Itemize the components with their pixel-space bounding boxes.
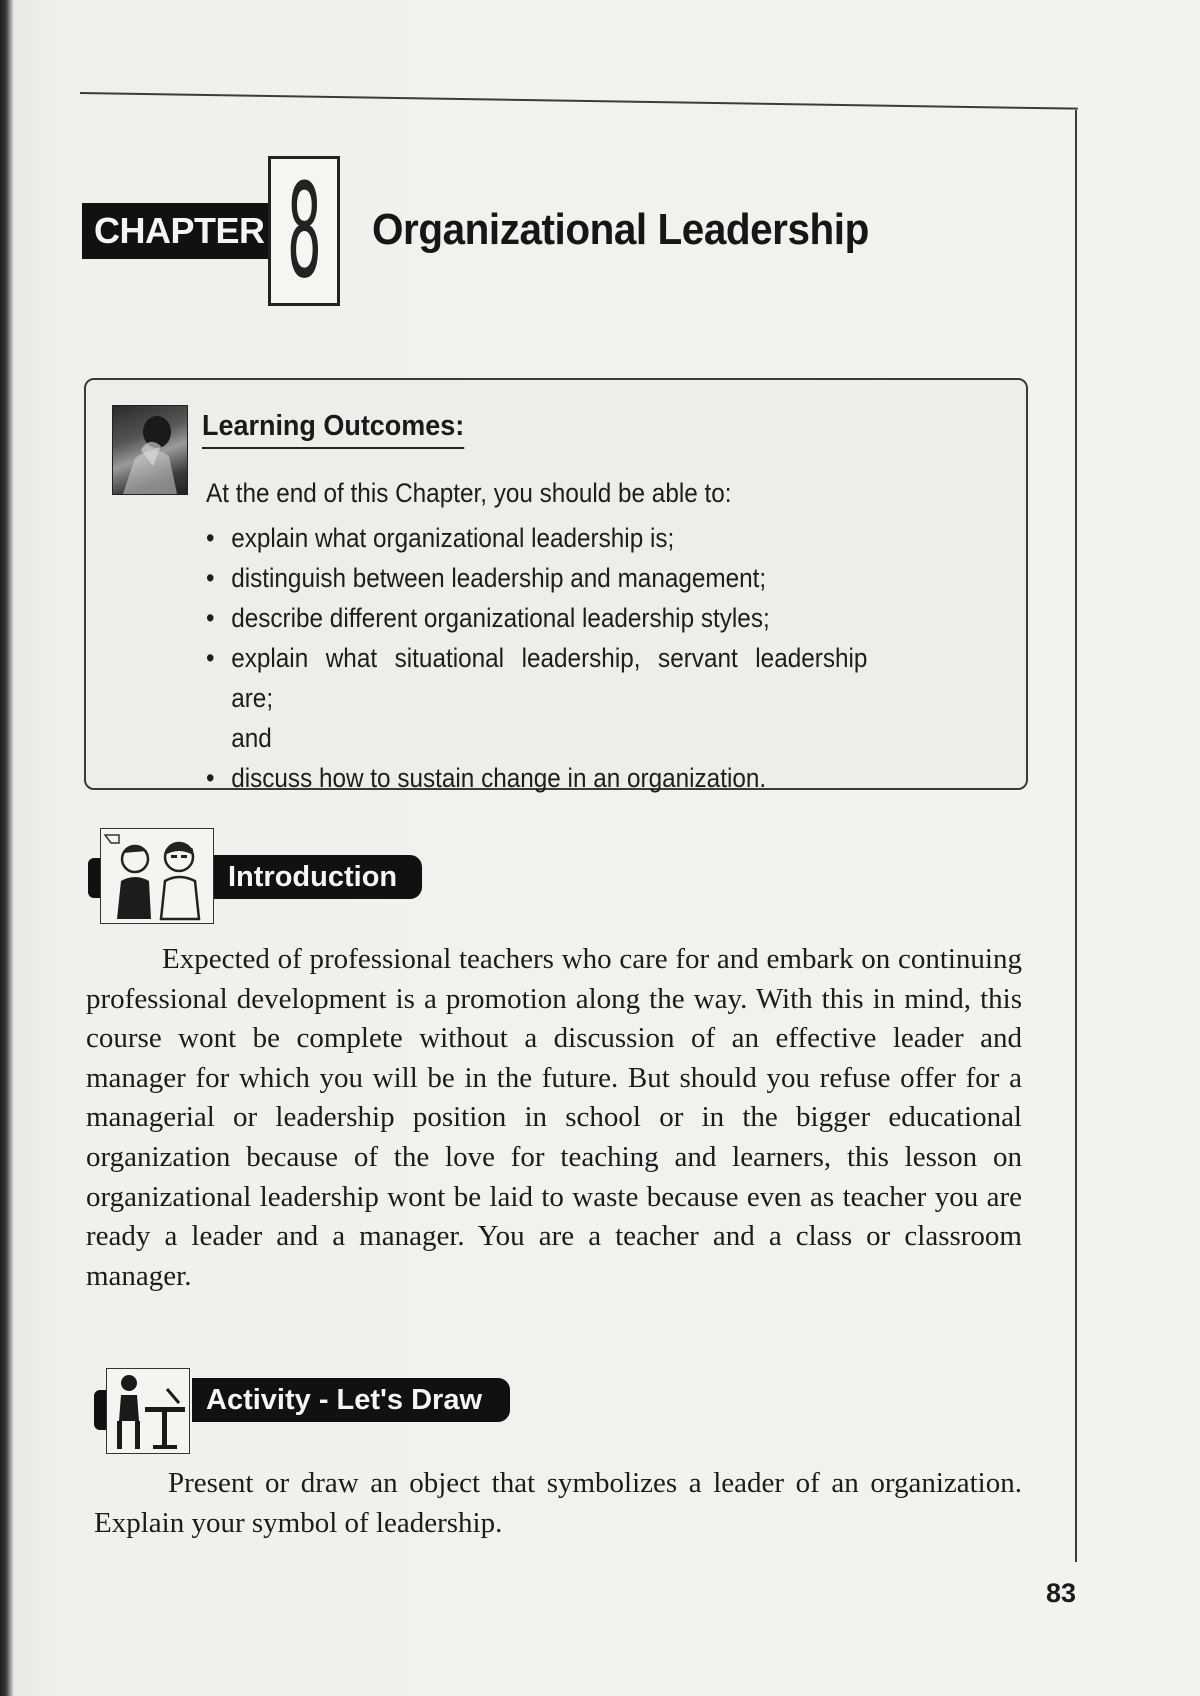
chapter-title: Organizational Leadership <box>372 205 869 254</box>
list-item: • describe different organizational leadership styles; <box>206 598 926 638</box>
introduction-heading: Introduction <box>214 855 422 899</box>
page-right-rule <box>1075 110 1077 1562</box>
chapter-number: 8 <box>286 155 322 307</box>
student-at-desk-icon <box>106 1368 190 1454</box>
list-item: • explain what organizational leadership is; <box>206 518 926 558</box>
chapter-number-box <box>268 156 340 306</box>
chapter-label: CHAPTER <box>82 203 270 259</box>
page-number: 83 <box>1046 1578 1077 1608</box>
bullet-icon: • <box>206 643 215 673</box>
page-top-rule <box>80 92 1078 110</box>
bullet-icon: • <box>206 763 215 793</box>
learning-outcomes-list <box>206 518 1006 798</box>
two-people-talking-icon <box>100 828 214 924</box>
activity-heading: Activity - Let's Draw <box>192 1378 510 1422</box>
bullet-icon: • <box>206 563 215 593</box>
list-item-continuation: and <box>231 723 272 753</box>
bullet-icon: • <box>206 523 215 553</box>
learning-outcomes-heading: Learning Outcomes: <box>202 410 464 449</box>
learning-outcomes-intro: At the end of this Chapter, you should be able to: <box>206 478 732 508</box>
person-thinking-photo-icon <box>112 405 188 495</box>
introduction-paragraph: Expected of professional teachers who care for and embark on continuing professional development is a promotion along the way. With this in mind, this course wont be complete without a discussion of an effective leader and manager for which you will be in the future. But should you refuse offer for a managerial or leadership position in school or in the bigger educational organization because of the love for teaching and learners, this lesson on organizational leadership wont be laid to waste because even as teacher you are ready a leader and a manager. You are a teacher and a class or classroom manager. <box>86 943 1022 1292</box>
list-item: • distinguish between leadership and management; <box>206 558 926 598</box>
bullet-icon: • <box>206 603 215 633</box>
activity-paragraph: Present or draw an object that symbolizes a leader of an organization. Explain your symbol of leadership. <box>94 1467 1022 1539</box>
list-item: • explain what situational leadership, servant leadership are; <box>206 638 926 718</box>
list-item: • discuss how to sustain change in an organization. <box>206 758 926 798</box>
